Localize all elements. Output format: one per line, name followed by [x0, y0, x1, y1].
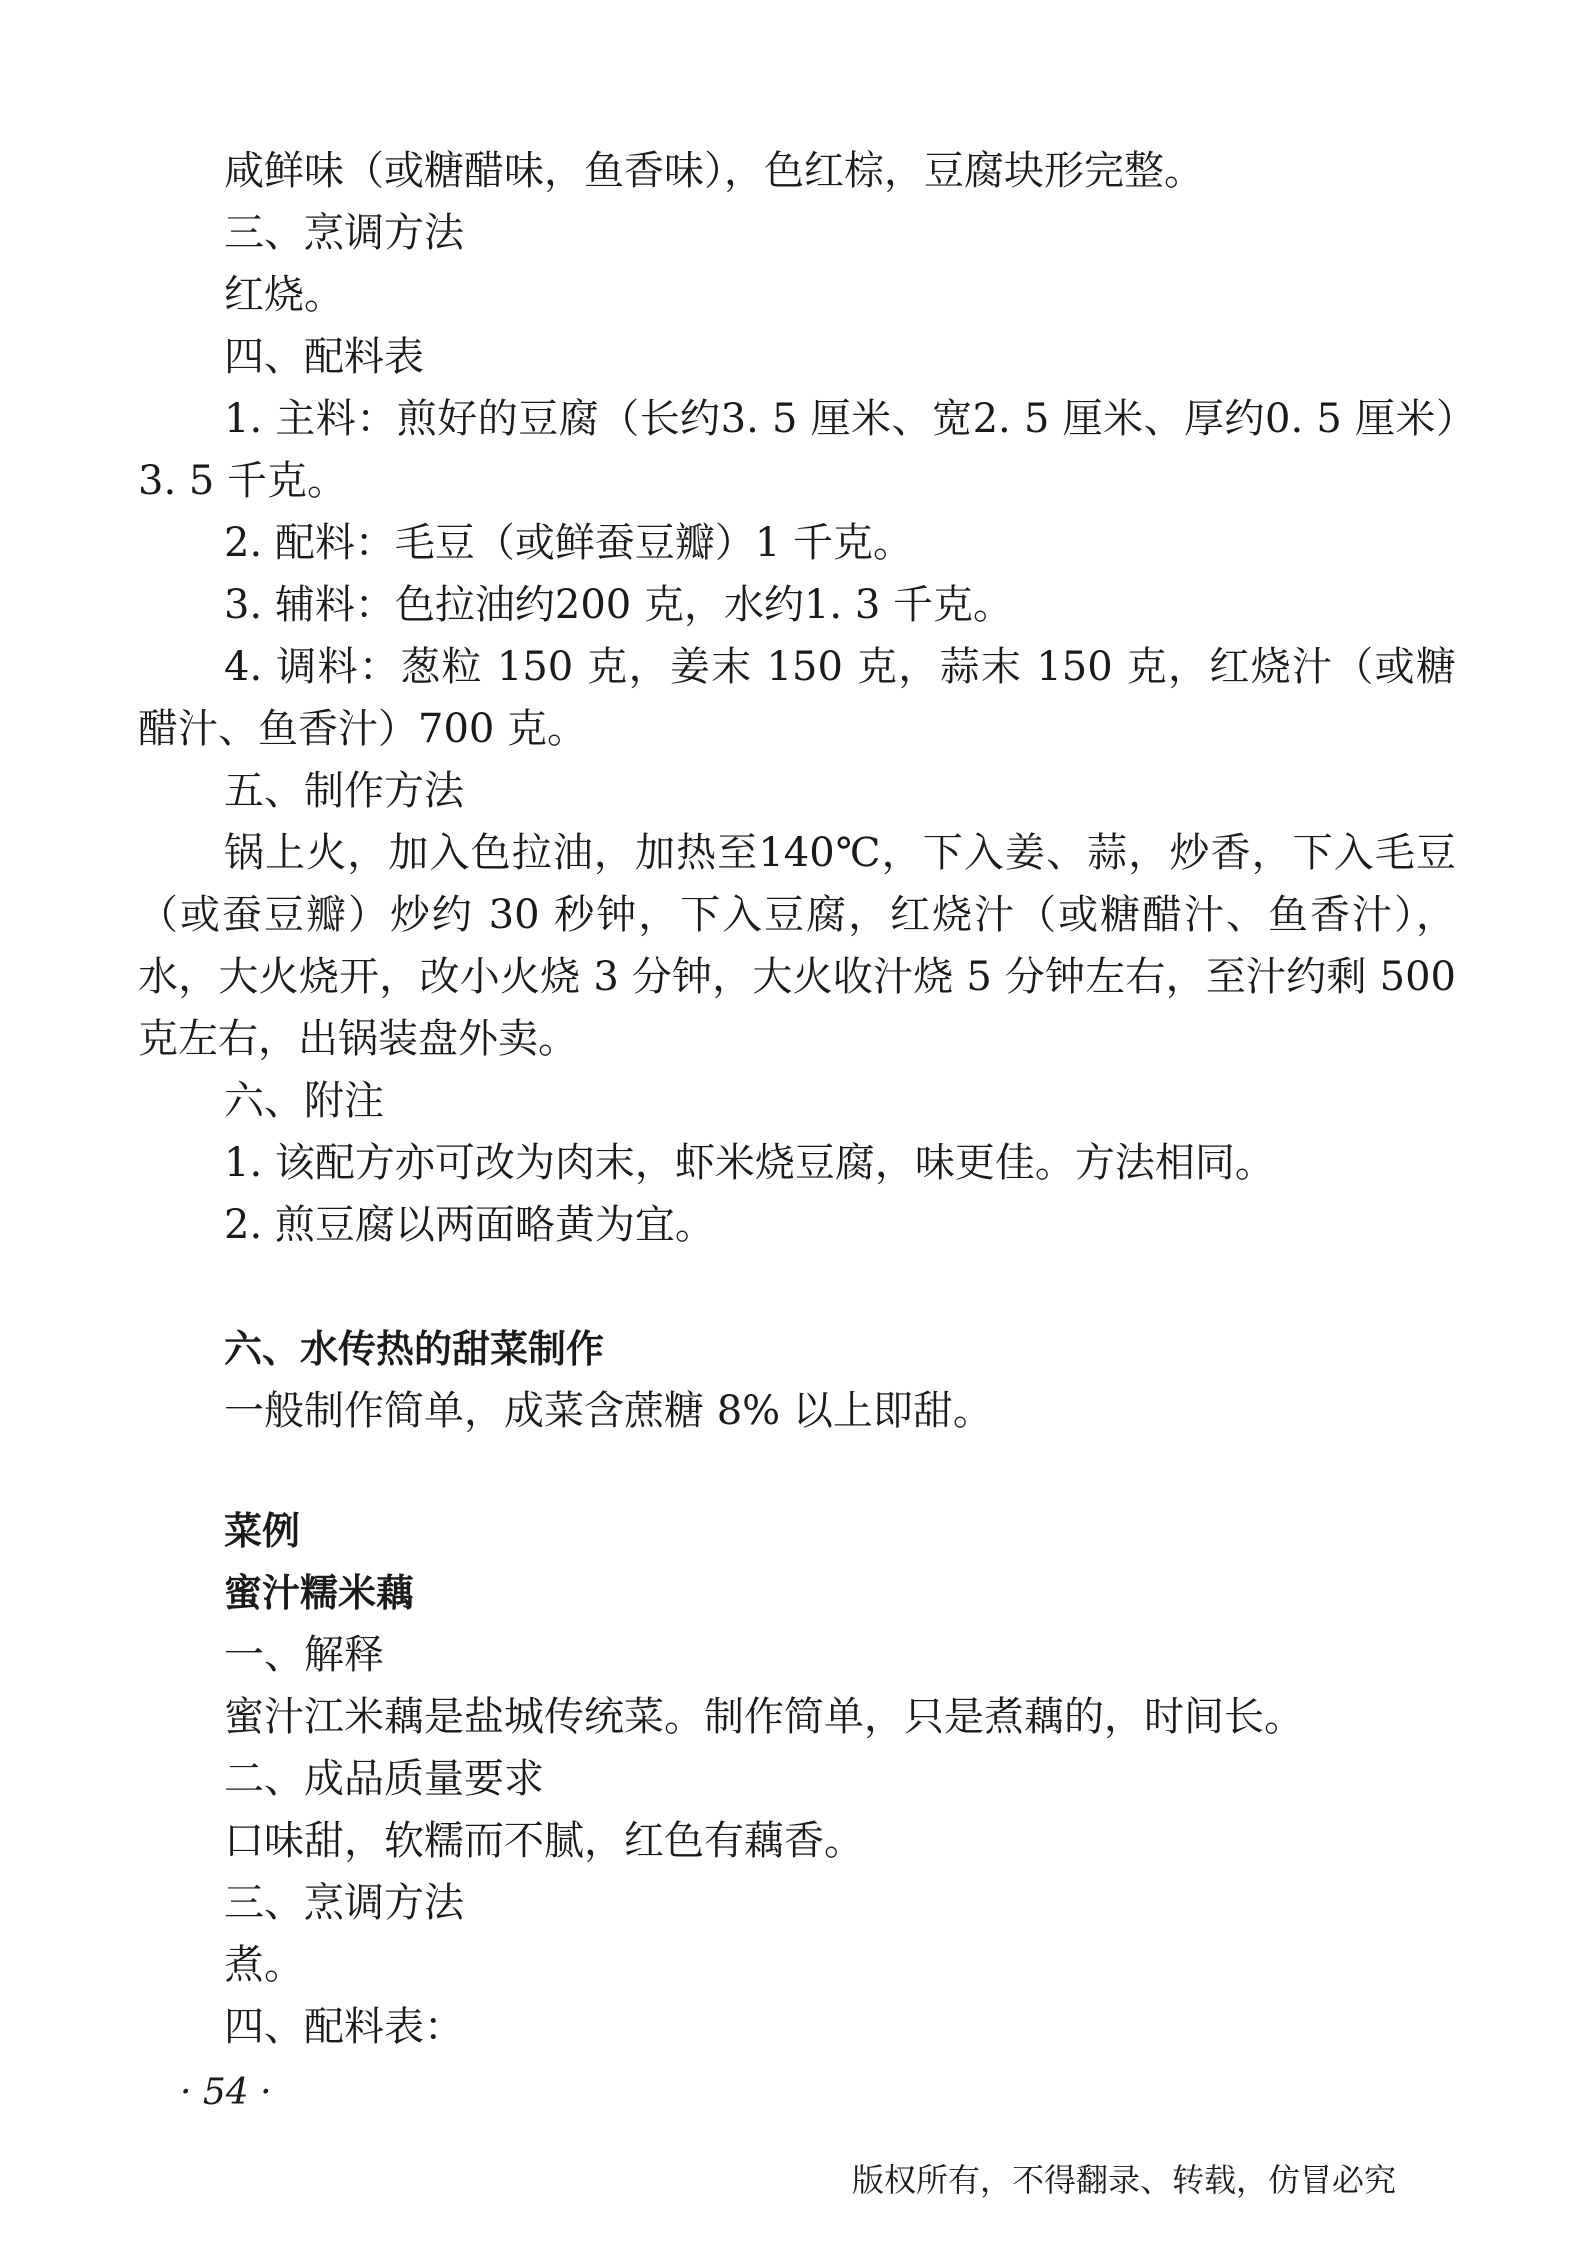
- example-label: 菜例: [224, 1509, 301, 1553]
- paragraph: 口味甜，软糯而不腻，红色有藕香。: [224, 1818, 864, 1864]
- subheading: 二、成品质量要求: [224, 1756, 544, 1802]
- paragraph: 锅上火，加入色拉油，加热至140℃，下入姜、蒜，炒香，下入毛豆（或蚕豆瓣）炒约 30 秒钟，下入豆腐，红烧汁（或糖醋汁、鱼香汁），水，大火烧开，改小火烧 3 分钟，大火收汁烧 5 分钟左右，至汁约剩 500 克左右，出锅装盘外卖。: [138, 830, 1456, 1062]
- section-intro: 一般制作简单，成菜含蔗糖 8% 以上即甜。: [224, 1388, 993, 1434]
- spacer: [138, 1442, 1456, 1500]
- subheading: 四、配料表: [224, 334, 424, 380]
- paragraph: 红烧。: [224, 272, 344, 318]
- section-heading: 六、水传热的甜菜制作: [224, 1327, 605, 1371]
- paragraph: 煮。: [224, 1942, 304, 1988]
- paragraph: 蜜汁江米藕是盐城传统菜。制作简单，只是煮藕的，时间长。: [224, 1694, 1304, 1740]
- subheading: 五、制作方法: [224, 768, 464, 814]
- dish-title: 蜜汁糯米藕: [224, 1571, 415, 1615]
- spacer: [138, 1256, 1456, 1318]
- paragraph: 咸鲜味（或糖醋味，鱼香味），色红棕，豆腐块形完整。: [224, 148, 1204, 194]
- subheading: 三、烹调方法: [224, 1880, 464, 1926]
- list-item: 4. 调料：葱粒 150 克，姜末 150 克，蒜末 150 克，红烧汁（或糖醋汁、鱼香汁）700 克。: [138, 644, 1456, 752]
- list-item: 3. 辅料：色拉油约200 克，水约1. 3 千克。: [224, 582, 1013, 628]
- list-item: 1. 主料：煎好的豆腐（长约3. 5 厘米、宽2. 5 厘米、厚约0. 5 厘米）3. 5 千克。: [138, 396, 1456, 504]
- list-item: 2. 配料：毛豆（或鲜蚕豆瓣）1 千克。: [224, 520, 914, 566]
- copyright-notice: 版权所有，不得翻录、转载，仿冒必究: [852, 2161, 1397, 2199]
- list-item: 2. 煎豆腐以两面略黄为宜。: [224, 1202, 715, 1248]
- list-item: 1. 该配方亦可改为肉末，虾米烧豆腐，味更佳。方法相同。: [224, 1140, 1275, 1186]
- page-body: [138, 140, 1456, 2058]
- subheading: 六、附注: [224, 1078, 384, 1124]
- subheading: 四、配料表：: [224, 2004, 464, 2050]
- page-number: · 54 ·: [180, 2072, 272, 2113]
- subheading: 三、烹调方法: [224, 210, 464, 256]
- subheading: 一、解释: [224, 1632, 384, 1678]
